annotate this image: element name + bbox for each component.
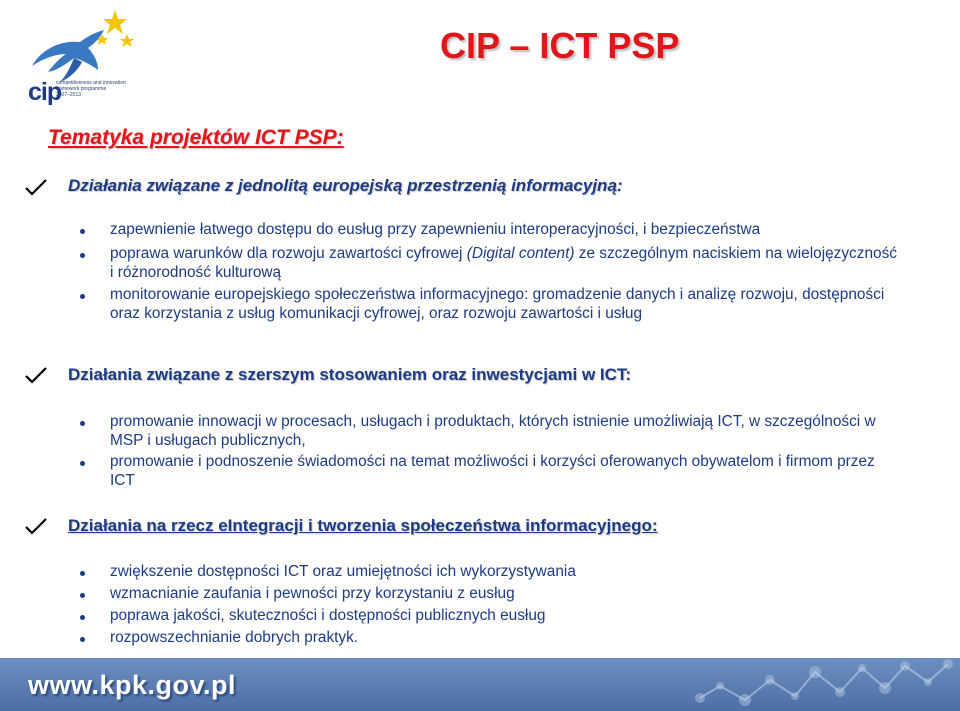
list-item-text: ze szczególnym naciskiem na wielojęzyczność i różnorodność kulturową xyxy=(110,245,897,281)
logo-caption-line: 2007–2013 xyxy=(56,92,82,98)
checkmark-icon xyxy=(24,178,48,196)
footer-bar xyxy=(0,658,960,711)
list-item: promowanie innowacji w procesach, usługach i produktach, których istnienie umożliwiają ICT, w szczególności w MSP i usługach publicznych, xyxy=(110,413,876,449)
section-heading: Działania związane z jednolitą europejską przestrzenią informacyjną: xyxy=(68,176,623,195)
list-item: zapewnienie łatwego dostępu do eusług przy zapewnieniu interoperacyjności, i bezpieczeństwa xyxy=(110,221,761,238)
footer-url[interactable]: www.kpk.gov.pl xyxy=(28,670,237,700)
bullet-icon xyxy=(80,637,85,642)
bullet-icon xyxy=(80,253,85,258)
section-subtitle: Tematyka projektów ICT PSP: xyxy=(48,126,344,149)
logo-caption xyxy=(56,80,126,98)
list-item-emphasis: (Digital content) xyxy=(466,245,575,262)
page-title: CIP – ICT PSP xyxy=(440,25,680,66)
list-item: promowanie i podnoszenie świadomości na temat możliwości i korzyści oferowanych obywatelom i firmom przez ICT xyxy=(110,453,875,489)
list-item: zwiększenie dostępności ICT oraz umiejętności ich wykorzystywania xyxy=(110,563,576,580)
bullet-icon xyxy=(80,615,85,620)
list-item xyxy=(110,245,900,282)
logo-caption-line: framework programme xyxy=(56,86,107,92)
section-heading: Działania związane z szerszym stosowaniem oraz inwestycjami w ICT: xyxy=(68,365,632,384)
list-item: rozpowszechnianie dobrych praktyk. xyxy=(110,629,359,646)
logo-caption-line: competitiveness and innovation xyxy=(56,80,126,86)
checkmark-icon xyxy=(24,366,48,384)
section-heading: Działania na rzecz eIntegracji i tworzenia społeczeństwa informacyjnego: xyxy=(68,516,658,535)
bullet-icon xyxy=(80,294,85,299)
bullet-icon xyxy=(80,461,85,466)
checkmark-icon xyxy=(24,517,48,535)
bullet-icon xyxy=(80,571,85,576)
list-item: poprawa jakości, skuteczności i dostępności publicznych eusług xyxy=(110,607,546,624)
bullet-icon xyxy=(80,593,85,598)
list-item: wzmacnianie zaufania i pewności przy korzystaniu z eusług xyxy=(110,585,515,602)
logo-wordmark: cip xyxy=(28,78,62,106)
list-item: monitorowanie europejskiego społeczeństwa informacyjnego: gromadzenie danych i analizę rozwoju, dostępności oraz korzystania z usług komunikacji cyfrowej, oraz rozwoju zawartości i usług xyxy=(110,286,885,322)
bullet-icon xyxy=(80,421,85,426)
bullet-icon xyxy=(80,229,85,234)
list-item-text: poprawa warunków dla rozwoju zawartości cyfrowej xyxy=(110,245,467,262)
